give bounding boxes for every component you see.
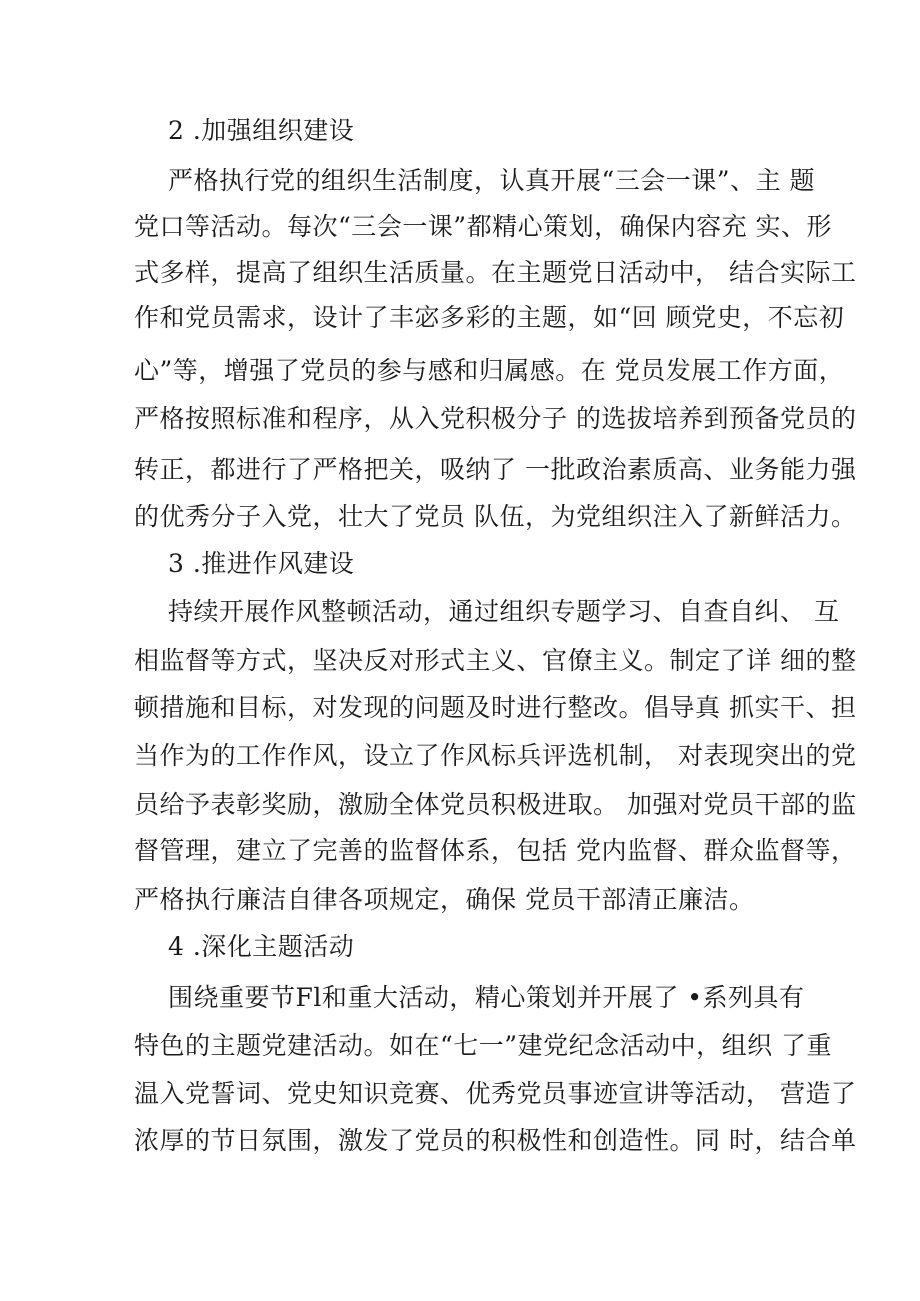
paragraph-line: 督管理，建立了完善的监督体系，包括 党内监督、群众监督等， [134, 836, 857, 865]
section-heading: 2 .加强组织建设 [168, 116, 355, 145]
paragraph-line: 的优秀分子入党，壮大了党员 队伍，为党组织注入了新鲜活力。 [134, 502, 857, 531]
section-heading: 3 .推进作风建设 [168, 549, 355, 578]
paragraph-line: 严格按照标准和程序，从入党积极分子 的选拔培养到预备党员的 [134, 404, 857, 433]
paragraph-line: 顿措施和目标，对发现的问题及时进行整改。倡导真 抓实干、担 [134, 693, 857, 722]
paragraph-line: 相监督等方式，坚决反对形式主义、官僚主义。制定了详 细的整 [134, 646, 857, 675]
paragraph-line: 员给予表彰奖励，激励全体党员积极进取。 加强对党员干部的监 [134, 790, 857, 819]
paragraph-line: 当作为的工作作风，设立了作风标兵评选机制， 对表现突出的党 [134, 741, 857, 770]
paragraph-line: 温入党誓词、党史知识竞赛、优秀党员事迹宣讲等活动， 营造了 [134, 1079, 857, 1108]
paragraph-line: 党口等活动。每次“三会一课”都精心策划，确保内容充 实、形 [134, 212, 833, 241]
paragraph-line: 持续开展作风整顿活动，通过组织专题学习、自查自纠、 互 [168, 597, 840, 626]
paragraph-line: 浓厚的节日氛围，激发了党员的积极性和创造性。同 时，结合单 [134, 1126, 857, 1155]
paragraph-line: 特色的主题党建活动。如在“七一”建党纪念活动中，组织 了重 [134, 1031, 833, 1060]
paragraph-line: 式多样，提高了组织生活质量。在主题党日活动中， 结合实际工 [134, 258, 857, 287]
paragraph-line: 作和党员需求，设计了丰宓多彩的主题，如“回 顾党史，不忘初 [134, 303, 845, 332]
paragraph-line: 心”等，增强了党员的参与感和归属感。在 党员发展工作方面， [134, 356, 845, 385]
paragraph-line: 围绕重要节Fl和重大活动，精心策划并开展了 •系列具有 [168, 983, 805, 1012]
paragraph-line: 转正，都进行了严格把关，吸纳了 一批政治素质高、业务能力强 [134, 455, 857, 484]
paragraph-line: 严格执行廉洁自律各项规定，确保 党员干部清正廉洁。 [134, 885, 755, 914]
paragraph-line: 严格执行党的组织生活制度，认真开展“三会一课”、主 题 [168, 166, 816, 195]
section-heading: 4 .深化主题活动 [168, 932, 355, 961]
